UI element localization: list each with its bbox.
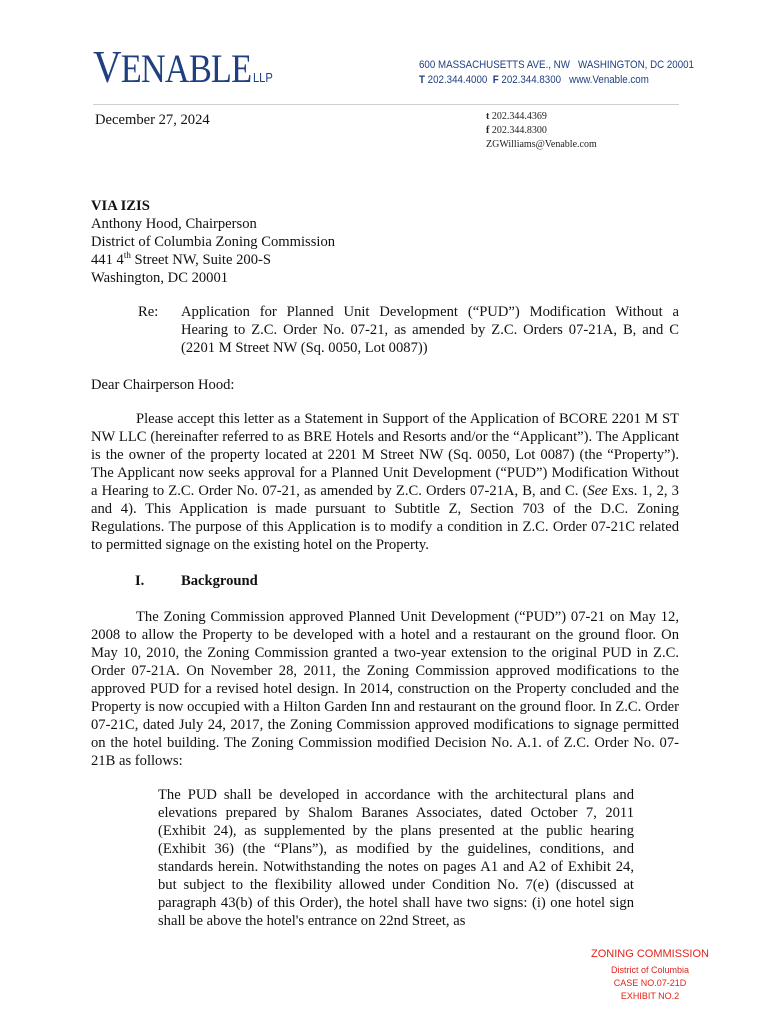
section-number: I. xyxy=(135,573,145,589)
salutation: Dear Chairperson Hood: xyxy=(91,377,235,393)
addressee-city: Washington, DC 20001 xyxy=(91,270,229,286)
see-citation: See xyxy=(587,483,608,499)
exhibit-stamp xyxy=(570,948,730,1003)
firm-fax: 202.344.8300 xyxy=(501,74,562,86)
stamp-case-number: CASE NO.07-21D xyxy=(613,978,687,988)
letter-date: December 27, 2024 xyxy=(95,112,210,128)
logo-name: ENABLE xyxy=(120,46,252,91)
t-label: t xyxy=(486,111,490,122)
stamp-exhibit-number: EXHIBIT NO.2 xyxy=(620,991,680,1001)
firm-phones xyxy=(419,73,663,88)
delivery-method: VIA IZIS xyxy=(91,198,150,214)
street-ordinal: th xyxy=(123,250,131,261)
firm-website[interactable]: www.Venable.com xyxy=(569,74,649,86)
author-contact xyxy=(486,110,597,152)
street-rest: Street NW, Suite 200-S xyxy=(130,252,271,268)
re-subject: Application for Planned Unit Development (“PUD”) Modification Without a Hearing to Z.C. Order No. 07-21, as amended by Z.C. Orders 07-21A, B, and C (2201 M Street NW (Sq. 0050, Lot 0087)) xyxy=(181,304,679,356)
phone-prefix: T xyxy=(419,74,425,86)
background-paragraph: The Zoning Commission approved Planned Unit Development (“PUD”) 07-21 on May 12, 2008 to allow the Property to be developed with a hotel and a restaurant on the ground floor. On May 10, 2010, the Zoning Commission granted a two-year extension to the original PUD in Z.C. Order 07-21A. On November 28, 2011, the Zoning Commission approved modifications to the approved PUD for a revised hotel design. In 2014, construction on the Property concluded and the Property is now occupied with a Hilton Garden Inn and restaurant on the ground floor. In Z.C. Order 07-21C, dated July 24, 2017, the Zoning Commission approved modifications to signage permitted on the hotel building. The Zoning Commission modified Decision No. A.1. of Z.C. Order No. 07-21B as follows: xyxy=(91,609,679,769)
street-number: 441 4 xyxy=(91,252,124,268)
logo-suffix: LLP xyxy=(252,70,273,85)
author-email[interactable]: ZGWilliams@Venable.com xyxy=(486,139,597,150)
letterhead-divider xyxy=(93,104,679,105)
stamp-commission: ZONING COMMISSION xyxy=(591,948,709,960)
venable-logo xyxy=(93,41,273,92)
intro-text-1: Please accept this letter as a Statement in Support of the Application of BCORE 2201 M ST NW LLC (hereinafter referred to as BRE Hotels and Resorts and/or the “Applicant”). The Applicant is the owner of the property located at 2201 M Street NW (Sq. 0050, Lot 0087) (the “Property”). The Applicant now seeks approval for a Planned Unit Development (“PUD”) Modification Without a Hearing to Z.C. Order No. 07-21, as amended by Z.C. Orders 07-21A, B, and C. ( xyxy=(91,411,679,499)
block-quote: The PUD shall be developed in accordance with the architectural plans and elevations prepared by Shalom Baranes Associates, dated October 7, 2011 (Exhibit 24), as supplemented by the plans presented at the public hearing (Exhibit 36) (the “Plans”), as modified by the guidelines, conditions, and standards herein. Notwithstanding the notes on pages A1 and A2 of Exhibit 24, but subject to the flexibility allowed under Condition No. 7(e) (discussed at paragraph 43(b) of this Order), the hotel shall have two signs: (i) one hotel sign shall be above the hotel's entrance on 22nd Street, as xyxy=(158,787,634,929)
logo-initial: V xyxy=(93,41,121,92)
firm-address: 600 MASSACHUSETTS AVE., NW WASHINGTON, DC 20001 xyxy=(419,59,694,71)
addressee-org: District of Columbia Zoning Commission xyxy=(91,234,336,250)
firm-phone: 202.344.4000 xyxy=(427,74,488,86)
f-label: f xyxy=(486,125,490,136)
section-heading: Background xyxy=(181,573,258,589)
re-label: Re: xyxy=(138,304,159,320)
addressee-street xyxy=(91,251,335,269)
author-fax: 202.344.8300 xyxy=(491,125,547,136)
firm-address-block xyxy=(419,58,694,88)
addressee-name: Anthony Hood, Chairperson xyxy=(91,216,257,232)
addressee-block xyxy=(91,197,335,287)
intro-text-2: Exs. 1, 2, 3 and 4). This Application is made pursuant to Subtitle Z, Section 703 of the D.C. Zoning Regulations. The purpose of this Application is to modify a condition in Z.C. Order 07-21C related to permitted signage on the existing hotel on the Property. xyxy=(91,483,679,553)
author-phone: 202.344.4369 xyxy=(491,111,547,122)
stamp-district: District of Columbia xyxy=(610,965,690,975)
fax-prefix: F xyxy=(492,74,499,86)
intro-paragraph xyxy=(91,410,679,554)
